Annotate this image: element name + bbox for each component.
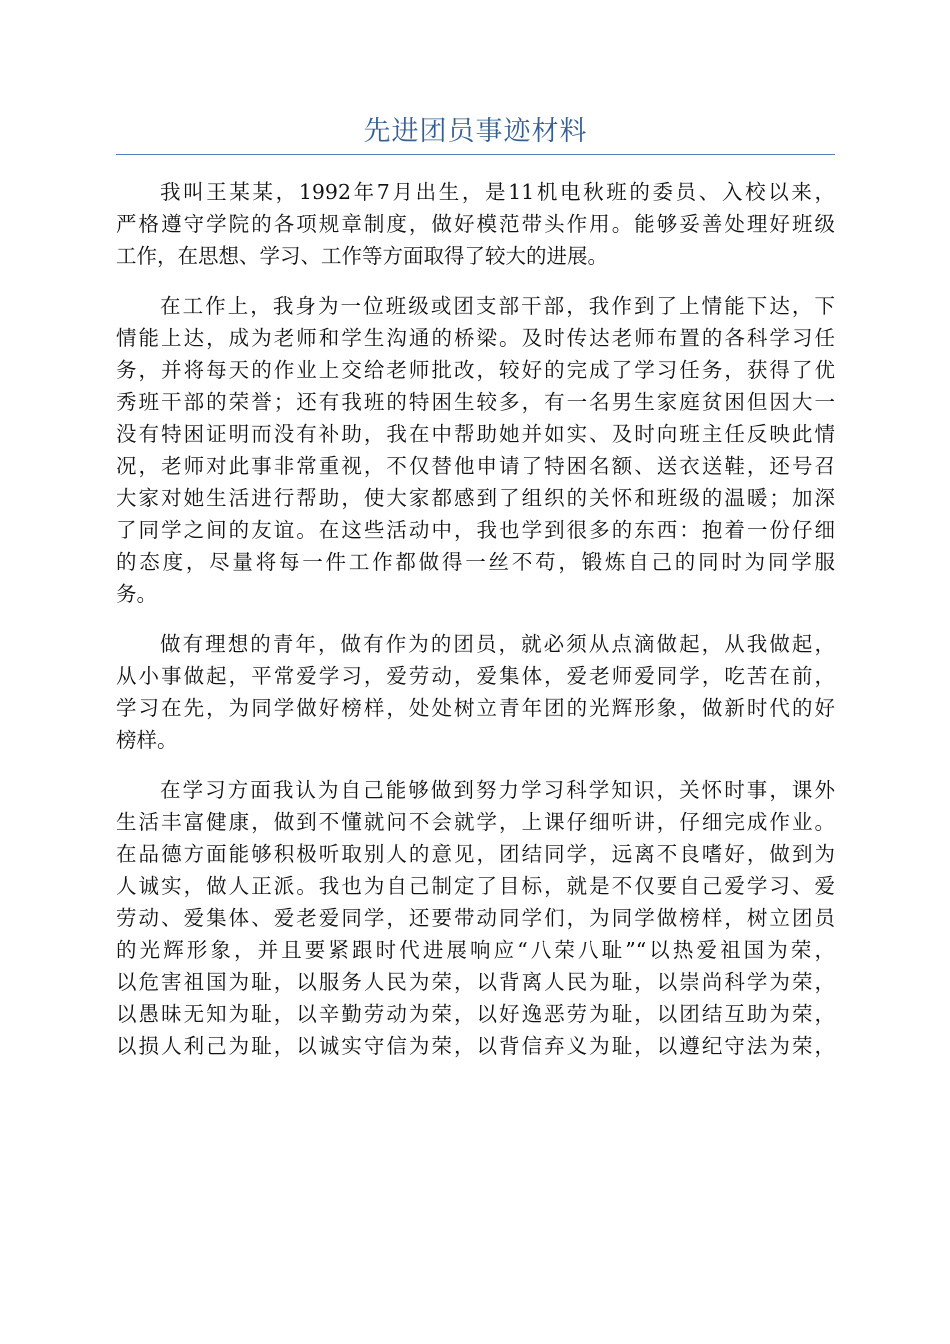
- text-line: 在工作上，我身为一位班级或团支部干部，我作到了上情能下达，下: [160, 294, 835, 318]
- text-line: 情能上达，成为老师和学生沟通的桥梁。及时传达老师布置的各科学习任: [116, 326, 835, 350]
- text-line: 况，老师对此事非常重视，不仅替他申请了特困名额、送衣送鞋，还号召: [116, 454, 835, 478]
- text-line: 人诚实，做人正派。我也为自己制定了目标，就是不仅要自己爱学习、爱: [116, 874, 835, 898]
- text-line: 的光辉形象，并且要紧跟时代进展响应“八荣八耻”“以热爱祖国为荣，: [116, 938, 835, 962]
- text-line: 从小事做起，平常爱学习，爱劳动，爱集体，爱老师爱同学，吃苦在前，: [116, 664, 835, 688]
- paragraph-4: [116, 774, 835, 1062]
- text-line: 严格遵守学院的各项规章制度，做好模范带头作用。能够妥善处理好班级: [116, 212, 835, 236]
- document-title: 先进团员事迹材料: [363, 116, 588, 147]
- paragraph-2: [116, 290, 835, 610]
- text-line: 劳动、爱集体、爱老爱同学，还要带动同学们，为同学做榜样，树立团员: [116, 906, 835, 930]
- text-line: 秀班干部的荣誉；还有我班的特困生较多，有一名男生家庭贫困但因大一: [116, 390, 835, 414]
- text-line: 务。: [116, 582, 157, 606]
- text-line: 没有特困证明而没有补助，我在中帮助她并如实、及时向班主任反映此情: [116, 422, 835, 446]
- text-line: 生活丰富健康，做到不懂就问不会就学，上课仔细听讲，仔细完成作业。: [116, 810, 835, 834]
- text-line: 在学习方面我认为自己能够做到努力学习科学知识，关怀时事，课外: [160, 778, 835, 802]
- paragraph-3: [116, 628, 835, 756]
- text-line: 以危害祖国为耻，以服务人民为荣，以背离人民为耻，以崇尚科学为荣，: [116, 970, 835, 994]
- text-line: 在品德方面能够积极听取别人的意见，团结同学，远离不良嗜好，做到为: [116, 842, 835, 866]
- text-line: 学习在先，为同学做好榜样，处处树立青年团的光辉形象，做新时代的好: [116, 696, 835, 720]
- text-line: 大家对她生活进行帮助，使大家都感到了组织的关怀和班级的温暖；加深: [116, 486, 835, 510]
- text-line: 务，并将每天的作业上交给老师批改，较好的完成了学习任务，获得了优: [116, 358, 835, 382]
- title-underline: [116, 154, 835, 155]
- text-line: 以愚昧无知为耻，以辛勤劳动为荣，以好逸恶劳为耻，以团结互助为荣，: [116, 1002, 835, 1026]
- text-line: 工作，在思想、学习、工作等方面取得了较大的进展。: [116, 244, 608, 268]
- document-body: [116, 176, 835, 1080]
- paragraph-1: [116, 176, 835, 272]
- text-line: 做有理想的青年，做有作为的团员，就必须从点滴做起，从我做起，: [160, 632, 835, 656]
- text-line: 以损人利己为耻，以诚实守信为荣，以背信弃义为耻，以遵纪守法为荣，: [116, 1034, 835, 1058]
- text-line: 的态度，尽量将每一件工作都做得一丝不苟，锻炼自己的同时为同学服: [116, 550, 835, 574]
- text-line: 我叫王某某，1992年7月出生，是11机电秋班的委员、入校以来，: [160, 180, 835, 204]
- text-line: 了同学之间的友谊。在这些活动中，我也学到很多的东西：抱着一份仔细: [116, 518, 835, 542]
- text-line: 榜样。: [116, 728, 178, 752]
